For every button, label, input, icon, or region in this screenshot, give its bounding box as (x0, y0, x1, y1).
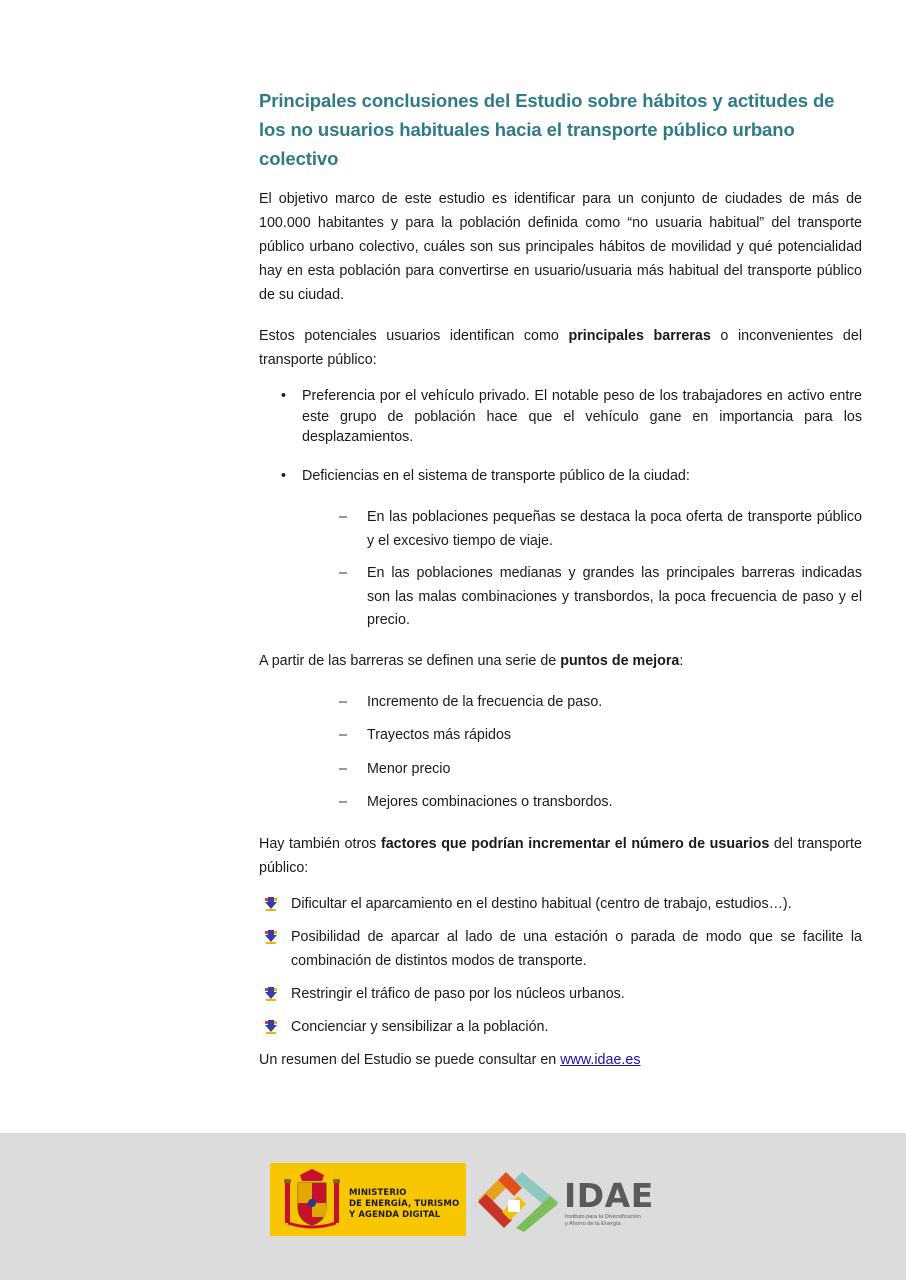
ministry-name (349, 1188, 459, 1221)
idae-subtitle-line: Instituto para la Diversificación (565, 1214, 641, 1220)
dash-icon: – (339, 509, 347, 525)
factor-text: Concienciar y sensibilizar a la población. (291, 1018, 549, 1035)
factor-text: Posibilidad de aparcar al lado de una estación o parada de modo que se facilite la combinación de distintos modos de transporte. (291, 928, 862, 969)
barriers-intro (259, 324, 862, 372)
factors-intro-pre: Hay también otros (259, 835, 381, 852)
dash-icon: – (339, 794, 347, 810)
list-item (259, 724, 862, 748)
factors-intro (259, 832, 862, 880)
summary-pre: Un resumen del Estudio se puede consultar en (259, 1051, 561, 1068)
barriers-list (259, 386, 862, 486)
coat-of-arms-icon (282, 1169, 342, 1231)
dash-text: Menor precio (367, 760, 451, 777)
dash-text: En las poblaciones medianas y grandes las principales barreras indicadas son las malas combinaciones y transbordos, la poca frecuencia de paso y el precio. (367, 565, 862, 628)
barriers-intro-post: o inconvenientes del transporte público: (259, 328, 863, 368)
ministry-logo (270, 1163, 466, 1236)
improvements-list (259, 691, 862, 815)
dash-text: En las poblaciones pequeñas se destaca la poca oferta de transporte público y el excesivo tiempo de viaje. (367, 509, 862, 549)
barriers-intro-pre: Estos potenciales usuarios identifican como (259, 328, 569, 344)
improvements-intro (259, 649, 862, 673)
idae-logo (476, 1170, 656, 1232)
deficiencies-list (259, 506, 862, 633)
dash-text: Incremento de la frecuencia de paso. (367, 693, 603, 710)
idae-link[interactable]: www.idae.es (560, 1051, 641, 1068)
improvements-intro-pre: A partir de las barreras se definen una serie de (259, 652, 561, 669)
arrow-down-icon (263, 929, 279, 945)
dash-icon: – (339, 693, 347, 710)
document-body (259, 86, 862, 1072)
list-item (259, 506, 862, 553)
list-item (259, 691, 862, 715)
factor-text: Dificultar el aparcamiento en el destino habitual (centro de trabajo, estudios…). (291, 895, 792, 912)
bullet-icon: • (281, 388, 287, 404)
list-item (259, 758, 862, 782)
dash-text: Mejores combinaciones o transbordos. (367, 794, 613, 810)
improvements-intro-bold: puntos de mejora (560, 652, 680, 669)
bullet-icon: • (281, 467, 287, 484)
arrow-down-icon (263, 896, 279, 912)
list-item (259, 386, 862, 448)
list-item (259, 791, 862, 815)
ministry-line: MINISTERIO (349, 1188, 407, 1198)
arrow-down-icon (263, 986, 279, 1002)
barriers-intro-bold: principales barreras (568, 328, 711, 344)
list-item (259, 466, 862, 487)
arrow-down-icon (263, 1019, 279, 1035)
list-item (259, 925, 862, 973)
factors-list (259, 892, 862, 1039)
ministry-line: DE ENERGÍA, TURISMO (349, 1199, 460, 1209)
list-item (259, 892, 862, 916)
document-title: Principales conclusiones del Estudio sobre hábitos y actitudes de los no usuarios habituales hacia el transporte público urbano colectivo (259, 90, 835, 169)
ministry-line: Y AGENDA DIGITAL (349, 1210, 441, 1220)
improvements-intro-post: : (679, 652, 684, 669)
bullet-text: Deficiencias en el sistema de transporte público de la ciudad: (302, 467, 690, 484)
summary-paragraph (259, 1048, 862, 1072)
bullet-text: Preferencia por el vehículo privado. El notable peso de los trabajadores en activo entre este grupo de población hace que el vehículo gane en importancia para los desplazamientos. (302, 388, 862, 445)
list-item (259, 982, 862, 1006)
idae-emblem-icon (476, 1170, 560, 1232)
factors-intro-bold: factores que podrían incrementar el número de usuarios (380, 835, 770, 852)
dash-icon: – (339, 760, 347, 777)
dash-icon: – (339, 565, 347, 581)
factors-intro-post: del transporte público: (259, 835, 862, 876)
intro-paragraph: El objetivo marco de este estudio es identificar para un conjunto de ciudades de más de 100.000 habitantes y para la población definida como “no usuaria habitual” del transporte público urbano colectivo, cuáles son sus principales hábitos de movilidad y qué potencialidad hay en esta población para convertirse en usuario/usuaria más habitual del transporte público de su ciudad. (259, 191, 862, 303)
dash-text: Trayectos más rápidos (367, 727, 512, 743)
factor-text: Restringir el tráfico de paso por los núcleos urbanos. (291, 985, 625, 1002)
idae-subtitle (565, 1214, 641, 1227)
idae-subtitle-line: y Ahorro de la Energía (565, 1220, 621, 1227)
list-item (259, 1015, 862, 1039)
idae-name: IDAE (564, 1176, 654, 1215)
list-item (259, 562, 862, 633)
dash-icon: – (339, 727, 347, 743)
